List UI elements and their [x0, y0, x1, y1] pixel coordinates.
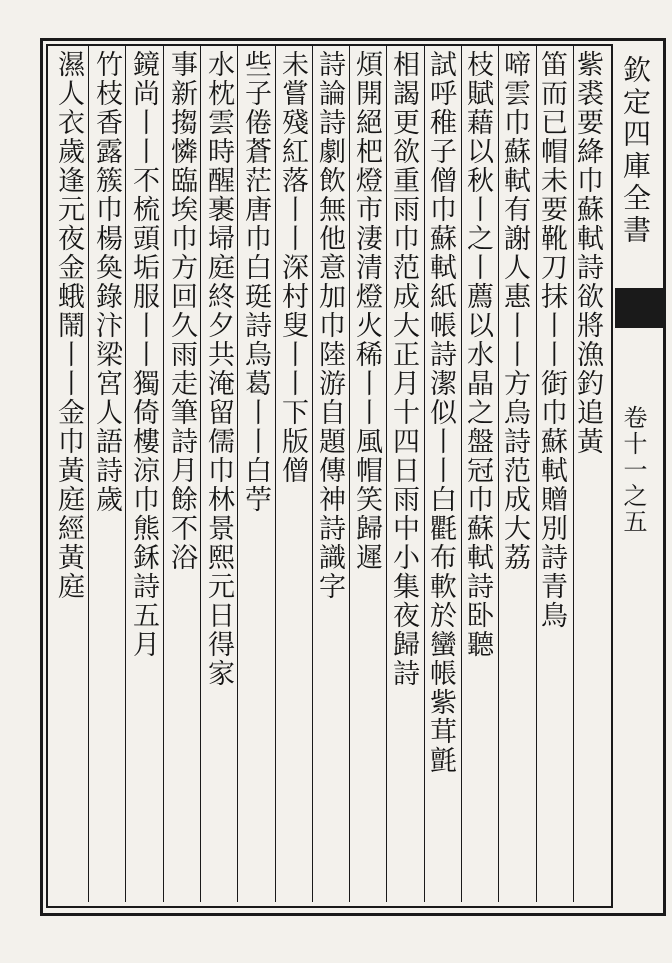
text-column: 啼雲巾蘇軾有謝人惠丨丨方烏詩范成大荔	[499, 50, 530, 572]
text-column: 枝賦藉以秋丨之丨薦以水晶之盤冠巾蘇軾詩卧聽	[462, 50, 493, 659]
chapter-label: 卷十一之五	[619, 405, 647, 535]
fishtail-mark	[615, 288, 665, 328]
text-column: 水枕雲時醒裹埽庭終夕共淹留儒巾林景熙元日得家	[203, 50, 234, 688]
book-title: 欽定四庫全書	[619, 55, 652, 247]
text-column: 些子倦蒼茫唐巾白珽詩烏葛丨丨白苧	[240, 50, 271, 514]
text-column: 鏡尚丨丨不梳頭垢服丨丨獨倚樓涼巾熊鉌詩五月	[128, 50, 159, 659]
text-column: 笛而已帽未要靴刀抹丨丨衘巾蘇軾贈別詩青鳥	[536, 50, 567, 630]
text-column: 詩論詩劇飲無他意加巾陸游自題傳神詩識字	[314, 50, 345, 601]
text-column: 紫裘要絳巾蘇軾詩欲將漁釣追黃	[572, 50, 603, 456]
text-column: 濕人衣歲逢元夜金蛾鬧丨丨金巾黃庭經黃庭	[53, 50, 84, 601]
text-column: 事新搊憐臨埃巾方回久雨走筆詩月餘不浴	[166, 50, 197, 572]
text-column: 試呼稚子僧巾蘇軾紙帳詩潔似丨丨白氍布軟於蠻帳紫茸氈	[425, 50, 456, 775]
text-column: 相謁更欲重雨巾范成大正月十四日雨中小集夜歸詩	[388, 50, 419, 688]
text-column: 竹枝香露簇巾楊奐錄汴梁宮人語詩歲	[91, 50, 122, 514]
text-column: 未嘗殘紅落丨丨深村叟丨丨下版僧	[277, 50, 308, 485]
text-column: 煩開絕杷燈市淒清燈火稀丨丨風帽笑歸遲	[351, 50, 382, 572]
